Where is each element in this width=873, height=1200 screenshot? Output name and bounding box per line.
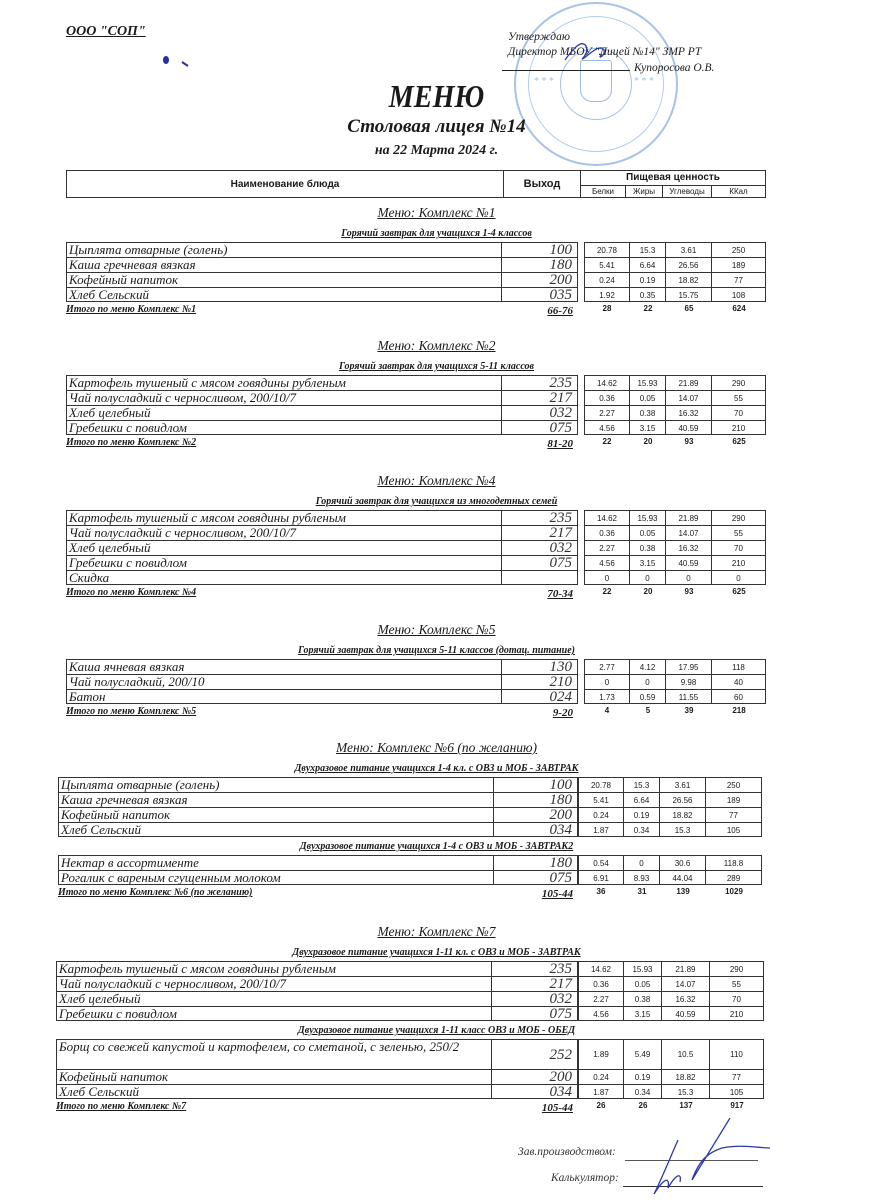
protein: 2.77 xyxy=(584,659,630,674)
carbs: 14.07 xyxy=(666,390,712,405)
group-subtitle: Горячий завтрак для учащихся 1-4 классов xyxy=(341,228,532,239)
table-row xyxy=(66,405,873,420)
fat: 6.64 xyxy=(630,257,666,272)
total-label: Итого по меню Комплекс №6 (по желанию) xyxy=(58,887,253,898)
table-row xyxy=(58,777,873,792)
dish-name: Каша гречневая вязкая xyxy=(66,257,502,272)
dish-output: 035 xyxy=(502,287,578,302)
approval-director-name: Купоросова О.В. xyxy=(634,62,715,74)
protein: 4.56 xyxy=(578,1006,624,1021)
table-row xyxy=(66,525,873,540)
total-protein: 22 xyxy=(602,587,612,596)
kcal: 40 xyxy=(712,674,766,689)
kcal: 0 xyxy=(712,570,766,585)
fat: 3.15 xyxy=(624,1006,662,1021)
column-header-fat: Жиры xyxy=(626,186,663,198)
fat: 0 xyxy=(624,855,660,870)
dish-name: Картофель тушеный с мясом говядины рубленым xyxy=(66,375,502,390)
dish-list xyxy=(56,1039,873,1099)
column-header-protein: Белки xyxy=(581,186,626,198)
fat: 0.34 xyxy=(624,822,660,837)
dish-output: 075 xyxy=(494,870,578,885)
dish-name: Чай полусладкий с черносливом, 200/10/7 xyxy=(66,390,502,405)
column-header-output: Выход xyxy=(504,171,581,197)
total-fat: 22 xyxy=(643,304,653,313)
section-title: Меню: Комплекс №2 xyxy=(377,338,496,353)
total-carbs: 39 xyxy=(684,706,694,715)
dish-name: Хлеб Сельский xyxy=(56,1084,492,1099)
total-label: Итого по меню Комплекс №4 xyxy=(66,587,197,598)
total-price: 70-34 xyxy=(547,588,573,600)
group-subtitle: Горячий завтрак для учащихся 5-11 классов (дотац. питание) xyxy=(298,645,575,656)
section-title: Меню: Комплекс №1 xyxy=(377,205,496,220)
carbs: 18.82 xyxy=(666,272,712,287)
table-row xyxy=(66,390,873,405)
fat: 3.15 xyxy=(630,555,666,570)
total-label: Итого по меню Комплекс №5 xyxy=(66,706,197,717)
dish-name: Чай полусладкий с черносливом, 200/10/7 xyxy=(66,525,502,540)
carbs: 14.07 xyxy=(662,976,710,991)
carbs: 16.32 xyxy=(662,991,710,1006)
carbs: 15.3 xyxy=(660,822,706,837)
dish-name: Цыплята отварные (голень) xyxy=(66,242,502,257)
kcal: 105 xyxy=(706,822,762,837)
protein: 14.62 xyxy=(584,510,630,525)
total-fat: 31 xyxy=(637,887,647,896)
signature-icon xyxy=(640,1118,770,1200)
fat: 0 xyxy=(630,674,666,689)
carbs: 10.5 xyxy=(662,1039,710,1069)
group-subtitle: Двухразовое питание учащихся 1-4 кл. с ОВЗ и МОБ - ЗАВТРАК xyxy=(294,763,579,774)
fat: 0.19 xyxy=(624,807,660,822)
fat: 0.38 xyxy=(630,540,666,555)
dish-list xyxy=(56,961,873,1021)
carbs: 40.59 xyxy=(662,1006,710,1021)
dish-output: 100 xyxy=(502,242,578,257)
fat: 0.19 xyxy=(630,272,666,287)
protein: 0.24 xyxy=(578,1069,624,1084)
fat: 0 xyxy=(630,570,666,585)
kcal: 210 xyxy=(710,1006,764,1021)
menu-complex-5 xyxy=(0,620,873,719)
carbs: 18.82 xyxy=(662,1069,710,1084)
dish-output: 180 xyxy=(502,257,578,272)
nutrition-header-label: Пищевая ценность xyxy=(581,171,765,186)
dish-output: 200 xyxy=(502,272,578,287)
kcal: 108 xyxy=(712,287,766,302)
stamp-stars-icon: * * * xyxy=(534,76,554,87)
group-subtitle: Двухразовое питание учащихся 1-11 класс ОВЗ и МОБ - ОБЕД xyxy=(297,1025,576,1036)
fat: 0.38 xyxy=(624,991,662,1006)
total-row xyxy=(66,435,873,450)
dish-output: 032 xyxy=(502,540,578,555)
dish-output: 075 xyxy=(492,1006,578,1021)
production-head-label: Зав.производством: xyxy=(518,1146,616,1158)
dish-output: 210 xyxy=(502,674,578,689)
protein: 2.27 xyxy=(584,405,630,420)
table-row xyxy=(66,257,873,272)
fat: 0.19 xyxy=(624,1069,662,1084)
dish-list xyxy=(66,375,873,435)
fat: 15.93 xyxy=(630,510,666,525)
kcal: 290 xyxy=(712,375,766,390)
kcal: 105 xyxy=(710,1084,764,1099)
column-header-name: Наименование блюда xyxy=(67,171,504,197)
carbs: 18.82 xyxy=(660,807,706,822)
dish-output: 217 xyxy=(492,976,578,991)
dish-output: 032 xyxy=(492,991,578,1006)
kcal: 110 xyxy=(710,1039,764,1069)
kcal: 290 xyxy=(710,961,764,976)
total-row xyxy=(66,302,873,317)
kcal: 55 xyxy=(712,525,766,540)
table-row xyxy=(56,1039,873,1069)
protein: 1.87 xyxy=(578,822,624,837)
total-row xyxy=(66,585,873,600)
dish-list xyxy=(58,855,873,885)
total-label: Итого по меню Комплекс №7 xyxy=(56,1101,187,1112)
total-carbs: 93 xyxy=(684,587,694,596)
table-row xyxy=(66,659,873,674)
table-row xyxy=(56,1006,873,1021)
dish-name: Цыплята отварные (голень) xyxy=(58,777,494,792)
carbs: 21.89 xyxy=(662,961,710,976)
menu-complex-1 xyxy=(0,203,873,317)
document-subtitle: Столовая лицея №14 xyxy=(347,116,526,137)
total-label: Итого по меню Комплекс №1 xyxy=(66,304,197,315)
carbs: 16.32 xyxy=(666,405,712,420)
table-row xyxy=(66,555,873,570)
dish-output: 100 xyxy=(494,777,578,792)
dish-output: 034 xyxy=(494,822,578,837)
dish-name: Чай полусладкий с черносливом, 200/10/7 xyxy=(56,976,492,991)
total-price: 105-44 xyxy=(541,1102,573,1114)
fat: 4.12 xyxy=(630,659,666,674)
table-row xyxy=(66,420,873,435)
dish-name: Борщ со свежей капустой и картофелем, со сметаной, с зеленью, 250/2 xyxy=(56,1039,492,1069)
fat: 15.93 xyxy=(630,375,666,390)
protein: 14.62 xyxy=(578,961,624,976)
kcal: 77 xyxy=(710,1069,764,1084)
dish-output: 075 xyxy=(502,420,578,435)
total-fat: 20 xyxy=(643,587,653,596)
carbs: 21.89 xyxy=(666,375,712,390)
total-carbs: 137 xyxy=(679,1101,693,1110)
organization-name: ООО "СОП" xyxy=(66,24,146,39)
kcal: 210 xyxy=(712,420,766,435)
approval-position: Директор МБОУ "Лицей №14" ЗМР РТ xyxy=(508,46,702,58)
group-subtitle: Горячий завтрак для учащихся из многодетных семей xyxy=(315,496,558,507)
kcal: 118.8 xyxy=(706,855,762,870)
protein: 4.56 xyxy=(584,420,630,435)
total-row xyxy=(56,1099,873,1114)
group-subtitle: Двухразовое питание учащихся 1-4 с ОВЗ и МОБ - ЗАВТРАК2 xyxy=(299,841,574,852)
total-row xyxy=(58,885,873,900)
table-row xyxy=(66,510,873,525)
ink-mark-icon xyxy=(160,52,210,72)
dish-name: Чай полусладкий, 200/10 xyxy=(66,674,502,689)
dish-output: 024 xyxy=(502,689,578,704)
menu-complex-4 xyxy=(0,471,873,600)
table-row xyxy=(58,807,873,822)
table-row xyxy=(66,272,873,287)
dish-list xyxy=(66,659,873,704)
table-row xyxy=(58,822,873,837)
total-carbs: 93 xyxy=(684,437,694,446)
carbs: 26.56 xyxy=(666,257,712,272)
protein: 20.78 xyxy=(578,777,624,792)
total-label: Итого по меню Комплекс №2 xyxy=(66,437,197,448)
kcal: 55 xyxy=(710,976,764,991)
carbs: 3.61 xyxy=(660,777,706,792)
kcal: 77 xyxy=(706,807,762,822)
fat: 0.05 xyxy=(630,525,666,540)
table-row xyxy=(56,1084,873,1099)
dish-name: Кофейный напиток xyxy=(56,1069,492,1084)
fat: 15.93 xyxy=(624,961,662,976)
carbs: 16.32 xyxy=(666,540,712,555)
fat: 8.93 xyxy=(624,870,660,885)
dish-name: Гребешки с повидлом xyxy=(66,420,502,435)
fat: 0.35 xyxy=(630,287,666,302)
carbs: 21.89 xyxy=(666,510,712,525)
dish-name: Кофейный напиток xyxy=(66,272,502,287)
table-row xyxy=(66,287,873,302)
total-kcal: 917 xyxy=(730,1101,744,1110)
total-price: 81-20 xyxy=(547,438,573,450)
carbs: 15.75 xyxy=(666,287,712,302)
section-title: Меню: Комплекс №5 xyxy=(377,622,496,637)
table-row xyxy=(58,870,873,885)
fat: 5.49 xyxy=(624,1039,662,1069)
table-row xyxy=(66,570,873,585)
table-row xyxy=(66,375,873,390)
section-title: Меню: Комплекс №4 xyxy=(377,473,496,488)
protein: 1.87 xyxy=(578,1084,624,1099)
dish-output: 130 xyxy=(502,659,578,674)
protein: 0.36 xyxy=(584,390,630,405)
kcal: 60 xyxy=(712,689,766,704)
protein: 5.41 xyxy=(578,792,624,807)
protein: 6.91 xyxy=(578,870,624,885)
total-row xyxy=(66,704,873,719)
total-protein: 26 xyxy=(596,1101,606,1110)
column-header-carbs: Углеводы xyxy=(663,186,712,198)
kcal: 289 xyxy=(706,870,762,885)
stamp-stars-icon: * * * xyxy=(634,76,654,87)
table-row xyxy=(56,976,873,991)
dish-name: Хлеб целебный xyxy=(56,991,492,1006)
menu-complex-6 xyxy=(0,738,873,900)
fat: 0.05 xyxy=(630,390,666,405)
carbs: 0 xyxy=(666,570,712,585)
dish-output: 235 xyxy=(492,961,578,976)
dish-output: 180 xyxy=(494,792,578,807)
director-signature-icon xyxy=(560,36,620,66)
protein: 0.24 xyxy=(578,807,624,822)
dish-output: 217 xyxy=(502,390,578,405)
table-row xyxy=(66,689,873,704)
dish-output: 034 xyxy=(492,1084,578,1099)
fat: 15.3 xyxy=(624,777,660,792)
dish-list xyxy=(66,242,873,302)
kcal: 189 xyxy=(706,792,762,807)
menu-complex-2 xyxy=(0,336,873,450)
table-row xyxy=(66,242,873,257)
fat: 0.05 xyxy=(624,976,662,991)
column-header-nutrition xyxy=(581,171,765,197)
column-header-kcal: ККал xyxy=(729,187,748,196)
kcal: 70 xyxy=(710,991,764,1006)
kcal: 189 xyxy=(712,257,766,272)
total-price: 66-76 xyxy=(547,305,573,317)
group-subtitle: Двухразовое питание учащихся 1-11 кл. с ОВЗ и МОБ - ЗАВТРАК xyxy=(292,947,581,958)
menu-complex-7 xyxy=(0,922,873,1114)
section-title: Меню: Комплекс №7 xyxy=(377,924,496,939)
calculator-label: Калькулятор: xyxy=(551,1172,619,1184)
dish-list xyxy=(58,777,873,837)
fat: 0.34 xyxy=(624,1084,662,1099)
dish-name: Кофейный напиток xyxy=(58,807,494,822)
kcal: 250 xyxy=(706,777,762,792)
carbs: 44.04 xyxy=(660,870,706,885)
carbs: 9.98 xyxy=(666,674,712,689)
kcal: 70 xyxy=(712,540,766,555)
carbs: 30.6 xyxy=(660,855,706,870)
document-date: на 22 Марта 2024 г. xyxy=(374,143,499,158)
table-row xyxy=(58,855,873,870)
group-subtitle: Горячий завтрак для учащихся 5-11 классов xyxy=(338,361,535,372)
dish-name: Каша ячневая вязкая xyxy=(66,659,502,674)
dish-output: 252 xyxy=(492,1039,578,1069)
total-fat: 5 xyxy=(645,706,651,715)
protein: 0.36 xyxy=(578,976,624,991)
protein: 0.36 xyxy=(584,525,630,540)
kcal: 118 xyxy=(712,659,766,674)
carbs: 15.3 xyxy=(662,1084,710,1099)
carbs: 3.61 xyxy=(666,242,712,257)
dish-name: Нектар в ассортименте xyxy=(58,855,494,870)
kcal: 290 xyxy=(712,510,766,525)
dish-name: Хлеб Сельский xyxy=(58,822,494,837)
kcal: 77 xyxy=(712,272,766,287)
protein: 4.56 xyxy=(584,555,630,570)
protein: 2.27 xyxy=(578,991,624,1006)
carbs: 40.59 xyxy=(666,420,712,435)
dish-name: Скидка xyxy=(66,570,502,585)
table-row xyxy=(66,540,873,555)
total-fat: 26 xyxy=(638,1101,648,1110)
protein: 0.24 xyxy=(584,272,630,287)
carbs: 11.55 xyxy=(666,689,712,704)
total-price: 105-44 xyxy=(541,888,573,900)
dish-name: Хлеб целебный xyxy=(66,540,502,555)
dish-output: 235 xyxy=(502,510,578,525)
total-protein: 4 xyxy=(604,706,610,715)
protein: 0.54 xyxy=(578,855,624,870)
total-kcal: 625 xyxy=(732,437,746,446)
protein: 5.41 xyxy=(584,257,630,272)
total-carbs: 65 xyxy=(684,304,694,313)
dish-name: Батон xyxy=(66,689,502,704)
carbs: 14.07 xyxy=(666,525,712,540)
total-fat: 20 xyxy=(643,437,653,446)
table-row xyxy=(58,792,873,807)
kcal: 210 xyxy=(712,555,766,570)
carbs: 17.95 xyxy=(666,659,712,674)
fat: 6.64 xyxy=(624,792,660,807)
dish-name: Каша гречневая вязкая xyxy=(58,792,494,807)
fat: 3.15 xyxy=(630,420,666,435)
dish-name: Картофель тушеный с мясом говядины рубленым xyxy=(56,961,492,976)
document-title: МЕНЮ xyxy=(388,78,485,114)
protein: 1.73 xyxy=(584,689,630,704)
dish-list xyxy=(66,510,873,585)
dish-name: Рогалик с вареным сгущенным молоком xyxy=(58,870,494,885)
protein: 0 xyxy=(584,674,630,689)
table-header xyxy=(66,170,766,198)
fat: 15.3 xyxy=(630,242,666,257)
dish-output: 032 xyxy=(502,405,578,420)
kcal: 55 xyxy=(712,390,766,405)
table-row xyxy=(66,674,873,689)
dish-name: Гребешки с повидлом xyxy=(66,555,502,570)
approval-label: Утверждаю xyxy=(508,31,570,43)
dish-name: Картофель тушеный с мясом говядины рубленым xyxy=(66,510,502,525)
dish-output: 217 xyxy=(502,525,578,540)
dish-name: Хлеб Сельский xyxy=(66,287,502,302)
total-kcal: 624 xyxy=(732,304,746,313)
kcal: 250 xyxy=(712,242,766,257)
total-kcal: 218 xyxy=(732,706,746,715)
dish-name: Хлеб целебный xyxy=(66,405,502,420)
total-protein: 28 xyxy=(602,304,612,313)
dish-output: 200 xyxy=(494,807,578,822)
carbs: 26.56 xyxy=(660,792,706,807)
table-row xyxy=(56,1069,873,1084)
dish-output: 180 xyxy=(494,855,578,870)
protein: 20.78 xyxy=(584,242,630,257)
dish-output: 200 xyxy=(492,1069,578,1084)
protein: 2.27 xyxy=(584,540,630,555)
total-protein: 22 xyxy=(602,437,612,446)
fat: 0.59 xyxy=(630,689,666,704)
dish-output: 235 xyxy=(502,375,578,390)
total-price: 9-20 xyxy=(552,707,573,719)
protein: 1.92 xyxy=(584,287,630,302)
total-protein: 36 xyxy=(596,887,606,896)
section-title: Меню: Комплекс №6 (по желанию) xyxy=(335,740,538,755)
carbs: 40.59 xyxy=(666,555,712,570)
table-row xyxy=(56,961,873,976)
table-row xyxy=(56,991,873,1006)
protein: 0 xyxy=(584,570,630,585)
protein: 14.62 xyxy=(584,375,630,390)
protein: 1.89 xyxy=(578,1039,624,1069)
total-carbs: 139 xyxy=(676,887,690,896)
dish-output xyxy=(502,570,578,585)
dish-output: 075 xyxy=(502,555,578,570)
kcal: 70 xyxy=(712,405,766,420)
total-kcal: 1029 xyxy=(725,887,743,896)
total-kcal: 625 xyxy=(732,587,746,596)
fat: 0.38 xyxy=(630,405,666,420)
dish-name: Гребешки с повидлом xyxy=(56,1006,492,1021)
